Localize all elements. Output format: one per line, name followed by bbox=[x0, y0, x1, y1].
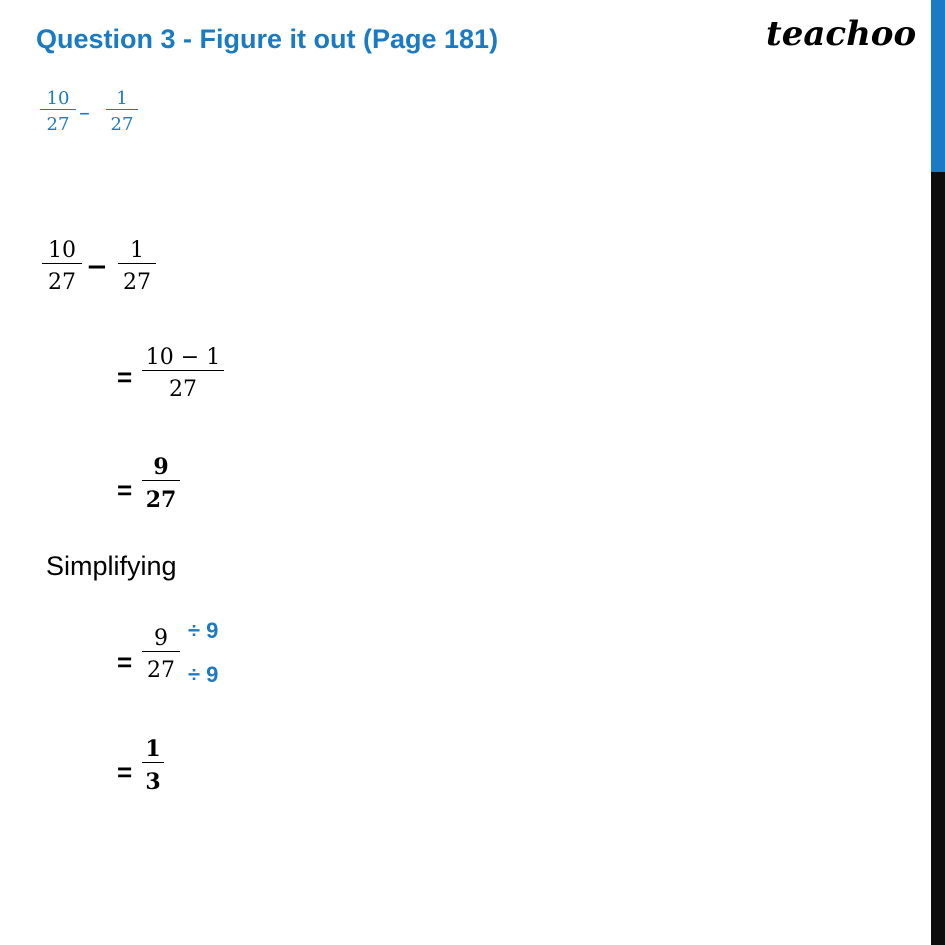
question-minus-sign: – bbox=[79, 101, 90, 126]
solution-minus-sign: − bbox=[86, 252, 108, 282]
final-answer-denominator: 3 bbox=[145, 769, 161, 795]
solution-fraction-2-numerator: 1 bbox=[130, 238, 144, 263]
combined-fraction bbox=[142, 345, 224, 402]
question-fraction-1-denominator: 27 bbox=[46, 114, 70, 135]
final-answer-fraction bbox=[142, 736, 164, 795]
question-fraction-1-numerator: 10 bbox=[46, 88, 70, 109]
solution-fraction-1-denominator: 27 bbox=[48, 270, 76, 295]
simplify-fraction-denominator: 27 bbox=[147, 658, 175, 683]
final-answer-numerator: 1 bbox=[145, 736, 161, 762]
simplifying-label: Simplifying bbox=[46, 551, 177, 581]
equals-sign: = bbox=[117, 757, 133, 787]
simplify-fraction bbox=[142, 626, 180, 683]
question-fraction-2-numerator: 1 bbox=[116, 88, 128, 109]
teachoo-logo: teachoo bbox=[766, 14, 917, 54]
denominator-divisor-annotation: ÷ 9 bbox=[188, 662, 219, 687]
question-fraction-1 bbox=[40, 88, 76, 135]
solution-fraction-2 bbox=[118, 238, 156, 295]
result-fraction bbox=[142, 454, 180, 513]
solution-fraction-2-denominator: 27 bbox=[123, 270, 151, 295]
simplify-fraction-numerator: 9 bbox=[154, 626, 168, 651]
result-fraction-numerator: 9 bbox=[153, 454, 169, 480]
combined-fraction-denominator: 27 bbox=[169, 377, 197, 402]
question-fraction-2-denominator: 27 bbox=[110, 114, 134, 135]
result-fraction-denominator: 27 bbox=[145, 487, 177, 513]
page-title: Question 3 - Figure it out (Page 181) bbox=[36, 24, 499, 54]
numerator-divisor-annotation: ÷ 9 bbox=[188, 618, 219, 643]
equals-sign: = bbox=[117, 475, 133, 505]
question-fraction-2 bbox=[106, 88, 138, 135]
solution-fraction-1-numerator: 10 bbox=[48, 238, 76, 263]
combined-fraction-numerator: 10 − 1 bbox=[145, 345, 221, 370]
equals-sign: = bbox=[117, 647, 133, 677]
scrollbar-thumb[interactable] bbox=[931, 0, 945, 172]
equals-sign: = bbox=[117, 362, 133, 392]
solution-fraction-1 bbox=[42, 238, 82, 295]
